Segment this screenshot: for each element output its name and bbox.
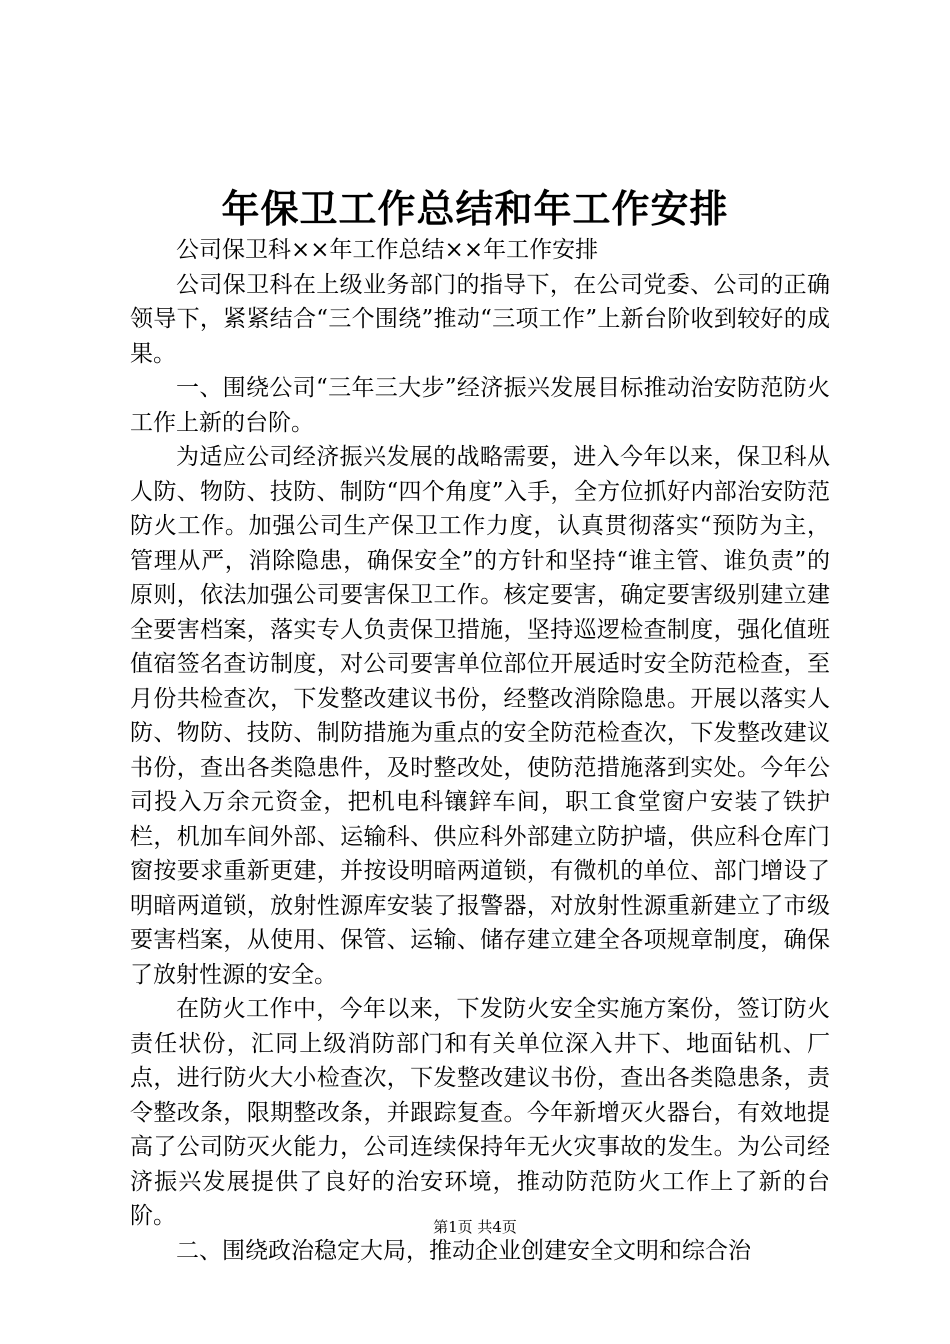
section-heading-1: 一、围绕公司“三年三大步”经济振兴发展目标推动治安防范防火工作上新的台阶。 (130, 375, 830, 436)
section-heading-2: 二、围绕政治稳定大局，推动企业创建安全文明和综合治 (176, 1237, 751, 1264)
document-body (130, 233, 830, 1268)
security-paragraph: 为适应公司经济振兴发展的战略需要，进入今年以来，保卫科从人防、物防、技防、制防“四个角度”入手，全方位抓好内部治安防范防火工作。加强公司生产保卫工作力度，认真贯彻落实“预防为主，管理从严，消除隐患，确保安全”的方针和坚持“谁主管、谁负责”的原则，依法加强公司要害保卫工作。核定要害，确定要害级别建立建全要害档案，落实专人负责保卫措施，坚持巡逻检查制度，强化值班值宿签名查访制度，对公司要害单位部位开展适时安全防范检查，至月份共检查次，下发整改建议书份，经整改消除隐患。开展以落实人防、物防、技防、制防措施为重点的安全防范检查次，下发整改建议书份，查出各类隐患件，及时整改处，使防范措施落到实处。今年公司投入万余元资金，把机电科镶鋅车间，职工食堂窗户安装了铁护栏，机加车间外部、运输科、供应科外部建立防护墙，供应科仓库门窗按要求重新更建，并按设明暗两道锁，有微机的单位、部门增设了明暗两道锁，放射性源库安装了报警器，对放射性源重新建立了市级要害档案，从使用、保管、运输、储存建立建全各项规章制度，确保了放射性源的安全。 (130, 444, 830, 988)
subtitle-paragraph: 公司保卫科××年工作总结××年工作安排 (176, 237, 599, 263)
page-number-footer: 第1页 共4页 (433, 1218, 517, 1236)
document-title: 年保卫工作总结和年工作安排 (221, 186, 729, 231)
fire-prevention-paragraph: 在防火工作中，今年以来，下发防火安全实施方案份，签订防火责任状份，汇同上级消防部门和有关单位深入井下、地面钻机、厂点，进行防火大小检查次，下发整改建议书份，查出各类隐患条，责令整改条，限期整改条，并跟踪复查。今年新增灭火器台，有效地提高了公司防灭火能力，公司连续保持年无火灾事故的发生。为公司经济振兴发展提供了良好的治安环境，推动防范防火工作上了新的台阶。 (130, 996, 830, 1229)
intro-paragraph: 公司保卫科在上级业务部门的指导下，在公司党委、公司的正确领导下，紧紧结合“三个围绕”推动“三项工作”上新台阶收到较好的成果。 (130, 271, 830, 367)
